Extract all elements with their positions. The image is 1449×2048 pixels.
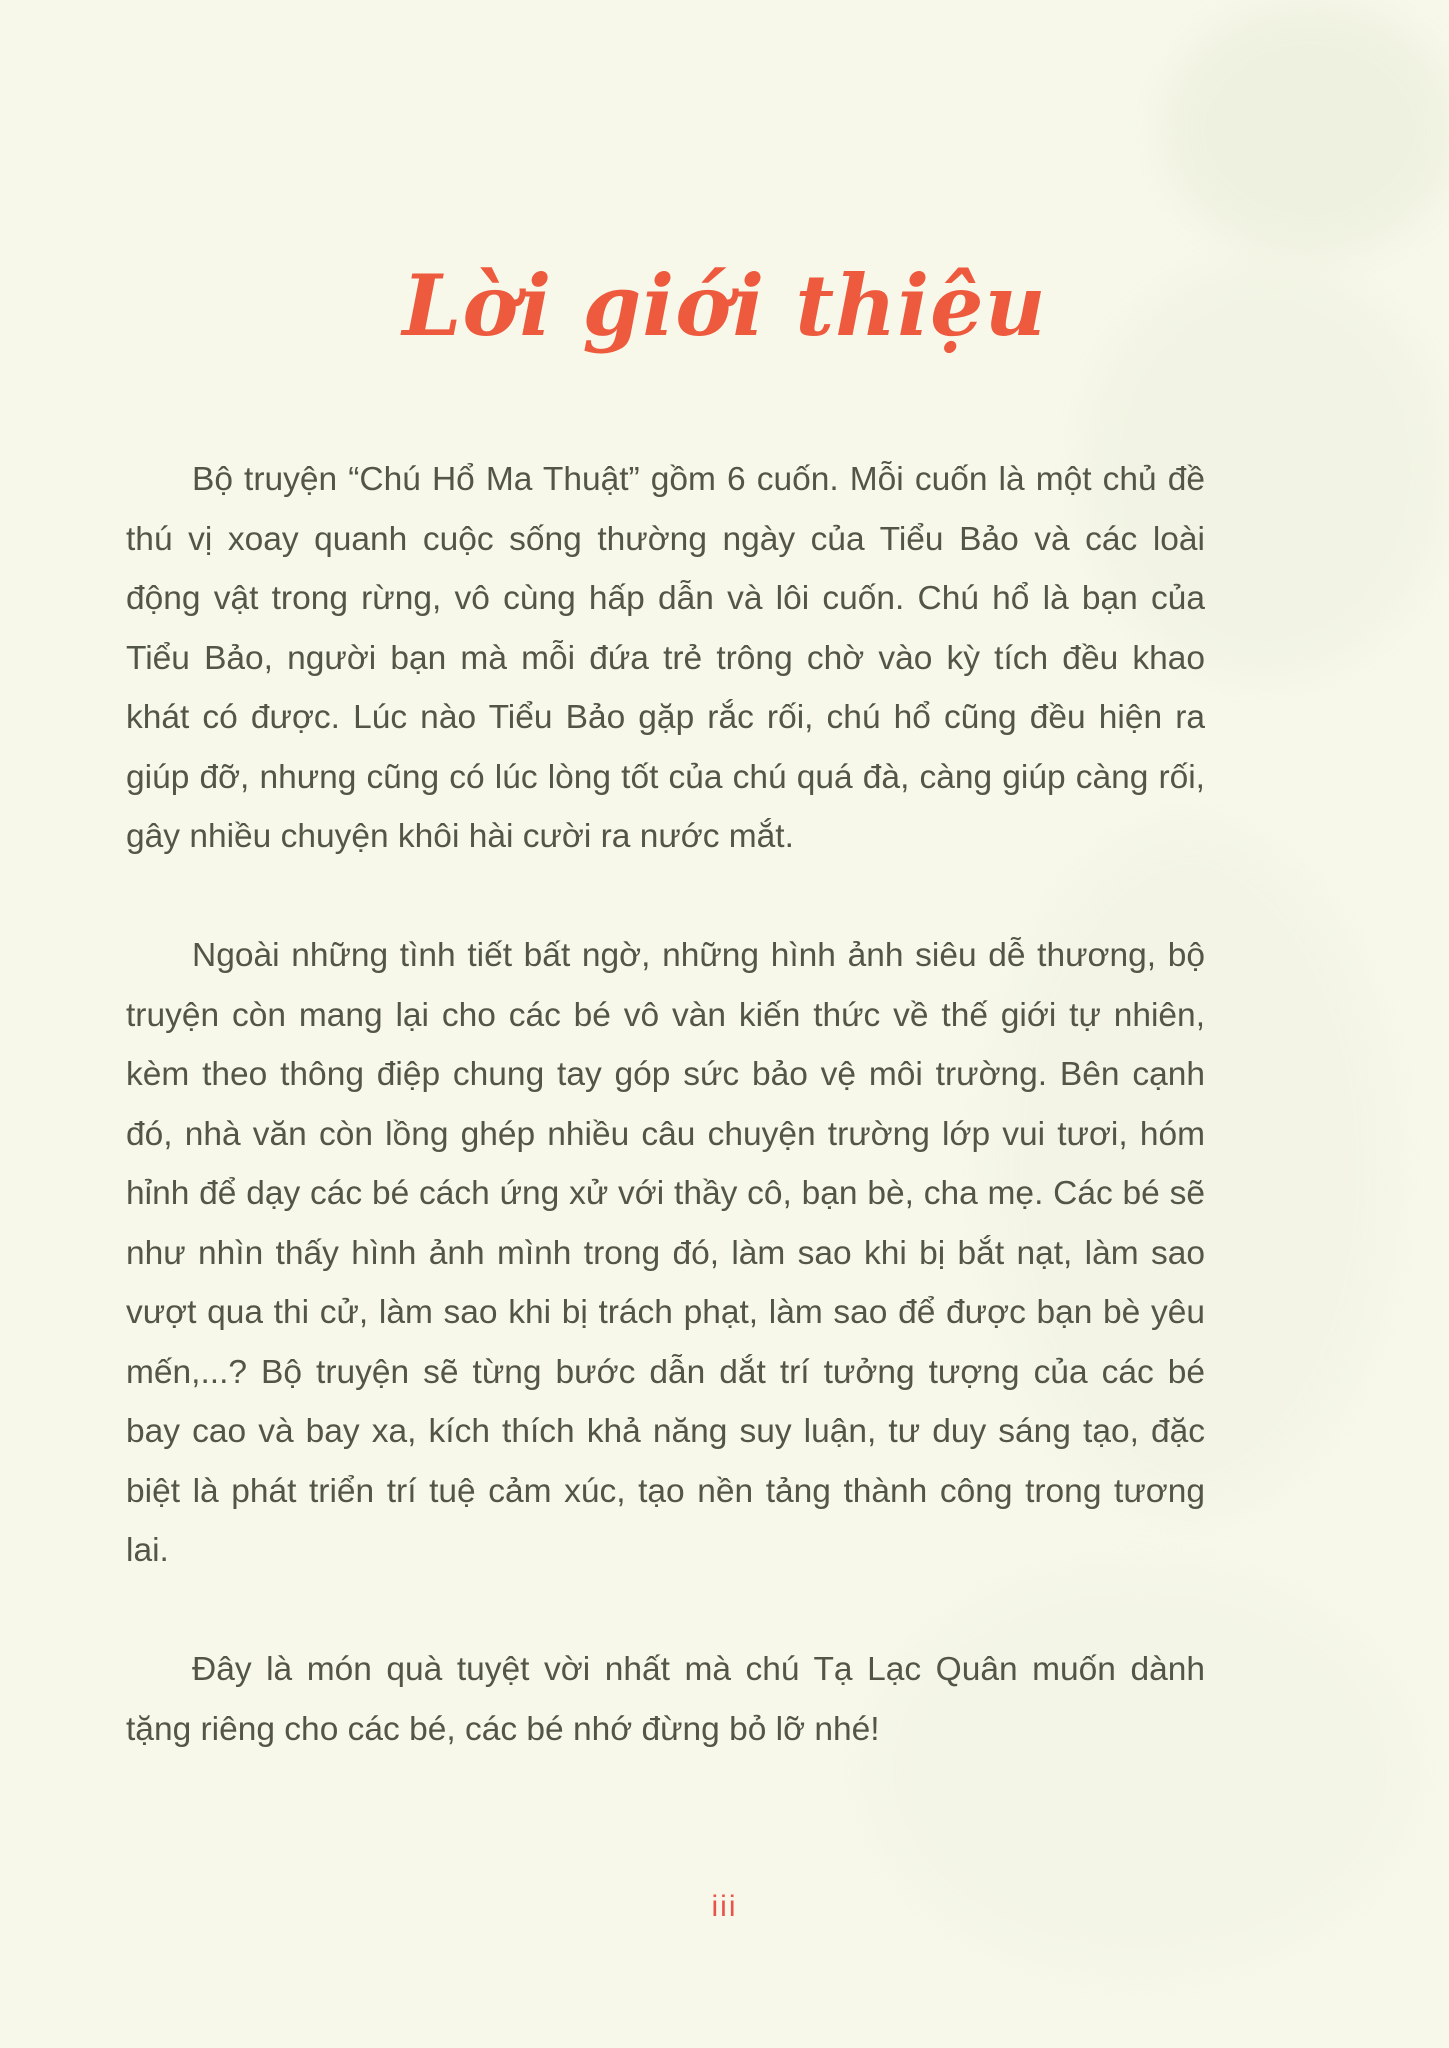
paragraph-2: Ngoài những tình tiết bất ngờ, những hình ảnh siêu dễ thương, bộ truyện còn mang lại cho các bé vô vàn kiến thức về thế giới tự nhiên, kèm theo thông điệp chung tay góp sức bảo vệ môi trường. Bên cạnh đó, nhà văn còn lồng ghép nhiều câu chuyện trường lớp vui tươi, hóm hỉnh để dạy các bé cách ứng xử với thầy cô, bạn bè, cha mẹ. Các bé sẽ như nhìn thấy hình ảnh mình trong đó, làm sao khi bị bắt nạt, làm sao vượt qua thi cử, làm sao khi bị trách phạt, làm sao để được bạn bè yêu mến,...? Bộ truyện sẽ từng bước dẫn dắt trí tưởng tượng của các bé bay cao và bay xa, kích thích khả năng suy luận, tư duy sáng tạo, đặc biệt là phát triển trí tuệ cảm xúc, tạo nền tảng thành công trong tương lai. bbox=[126, 937, 1205, 1569]
introduction-body bbox=[126, 450, 1205, 1819]
paragraph-3: Đây là món quà tuyệt vời nhất mà chú Tạ Lạc Quân muốn dành tặng riêng cho các bé, các bé nhớ đừng bỏ lỡ nhé! bbox=[126, 1651, 1205, 1748]
page-title: Lời giới thiệu bbox=[402, 256, 1047, 356]
page-number: iii bbox=[711, 1890, 738, 1923]
paragraph-1: Bộ truyện “Chú Hổ Ma Thuật” gồm 6 cuốn. Mỗi cuốn là một chủ đề thú vị xoay quanh cuộc sống thường ngày của Tiểu Bảo và các loài động vật trong rừng, vô cùng hấp dẫn và lôi cuốn. Chú hổ là bạn của Tiểu Bảo, người bạn mà mỗi đứa trẻ trông chờ vào kỳ tích đều khao khát có được. Lúc nào Tiểu Bảo gặp rắc rối, chú hổ cũng đều hiện ra giúp đỡ, nhưng cũng có lúc lòng tốt của chú quá đà, càng giúp càng rối, gây nhiều chuyện khôi hài cười ra nước mắt. bbox=[126, 461, 1205, 855]
background-illustration-faded bbox=[1160, 0, 1449, 260]
